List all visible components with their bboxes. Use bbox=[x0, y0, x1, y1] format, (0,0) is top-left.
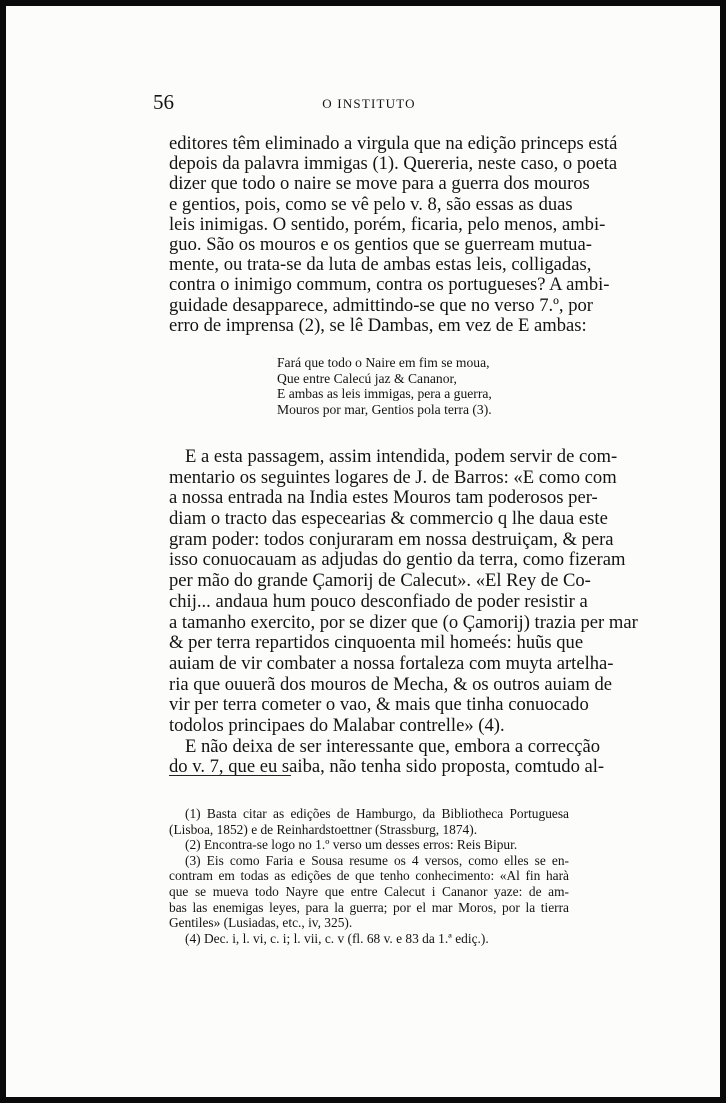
text-line: editores têm eliminado a virgula que na edição princeps está bbox=[169, 133, 618, 154]
text-line: vir per terra cometer o vao, & mais que tinha conuocado bbox=[169, 694, 589, 716]
footnote-line: contram em todas as edições de que tenho conhecimento: «Al fin harà bbox=[169, 868, 569, 884]
verse-line: Que entre Calecú jaz & Cananor, bbox=[277, 370, 457, 386]
text-line: mentario os seguintes logares de J. de Barros: «E como com bbox=[169, 466, 617, 488]
footnote-line: (3) Eis como Faria e Sousa resume os 4 versos, como elles se en- bbox=[185, 852, 569, 868]
text-line: chij... andaua hum pouco desconfiado de poder resistir a bbox=[169, 590, 588, 612]
text-line: erro de imprensa (2), se lê Dambas, em vez de E ambas: bbox=[169, 314, 587, 336]
text-line: ria que ouuerã dos mouros de Mecha, & os outros auiam de bbox=[169, 673, 613, 695]
text-line: do v. 7, que eu saiba, não tenha sido proposta, comtudo al- bbox=[169, 756, 605, 778]
footnotes bbox=[169, 806, 569, 946]
footnote-line: que se mueva todo Nayre que entre Calecut i Cananor yaze: de am- bbox=[169, 883, 569, 899]
text-line: depois da palavra immigas (1). Quereria, neste caso, o poeta bbox=[169, 153, 618, 175]
text-line: gram poder: todos conjuraram em nossa destruiçam, & pera bbox=[169, 528, 614, 550]
page-number: 56 bbox=[153, 90, 174, 114]
footnote-line: (2) Encontra-se logo no 1.º verso um desses erros: Reis Bipur. bbox=[185, 837, 518, 853]
text-line: auiam de vir combater a nossa fortaleza com muyta artelha- bbox=[169, 652, 614, 674]
footnote-line: bas las enemigas leyes, para la guerra; por el mar Moros, por la tierra bbox=[169, 899, 569, 915]
text-line: & per terra repartidos cinquoenta mil homeés: huũs que bbox=[169, 632, 584, 654]
text-line: diam o tracto das especearias & commercio q lhe daua este bbox=[169, 508, 608, 530]
footnote-divider bbox=[169, 775, 291, 776]
verse-line: Mouros por mar, Gentios pola terra (3). bbox=[277, 401, 492, 417]
text-line: contra o inimigo commum, contra os portugueses? A ambi- bbox=[169, 274, 610, 296]
text-line: a tamanho exercito, por se dizer que (o Çamorij) trazia per mar bbox=[169, 611, 638, 633]
text-line: leis inimigas. O sentido, porém, ficaria, pelo menos, ambi- bbox=[169, 213, 606, 235]
footnote-line: (4) Dec. i, l. vi, c. i; l. vii, c. v (fl. 68 v. e 83 da 1.ª ediç.). bbox=[185, 930, 489, 946]
text-line: per mão do grande Çamorij de Calecut». «El Rey de Co- bbox=[169, 570, 591, 592]
text-line: E não deixa de ser interessante que, embora a correcção bbox=[185, 735, 601, 757]
text-line: dizer que todo o naire se move para a guerra dos mouros bbox=[169, 173, 590, 195]
verse-line: E ambas as leis immigas, pera a guerra, bbox=[277, 386, 492, 402]
running-title: O INSTITUTO bbox=[322, 96, 416, 111]
text-line: a nossa entrada na India estes Mouros tam poderosos per- bbox=[169, 487, 598, 509]
text-line: mente, ou trata-se da luta de ambas estas leis, colligadas, bbox=[169, 254, 592, 276]
text-line: guidade desapparece, admittindo-se que no verso 7.º, por bbox=[169, 294, 593, 316]
paragraph-2 bbox=[169, 446, 638, 778]
verse-line: Fará que todo o Naire em fim se moua, bbox=[277, 355, 490, 370]
text-line: todolos principaes do Malabar contrelle» (4). bbox=[169, 714, 505, 736]
footnote-line: (Lisboa, 1852) e de Reinhardstoettner (Strassburg, 1874). bbox=[169, 821, 478, 837]
text-line: E a esta passagem, assim intendida, podem servir de com- bbox=[185, 446, 618, 467]
footnote-line: Gentiles» (Lusiadas, etc., iv, 325). bbox=[169, 915, 353, 931]
footnote-line: (1) Basta citar as edições de Hamburgo, da Bibliotheca Portuguesa bbox=[185, 806, 569, 821]
text-line: e gentios, pois, como se vê pelo v. 8, são essas as duas bbox=[169, 193, 573, 215]
text-line: guo. São os mouros e os gentios que se guerream mutua- bbox=[169, 233, 592, 255]
text-line: isso conuocauam as adjudas do gentio da terra, como fizeram bbox=[169, 549, 626, 571]
paragraph-1 bbox=[169, 133, 618, 336]
verse-quotation bbox=[277, 355, 492, 417]
